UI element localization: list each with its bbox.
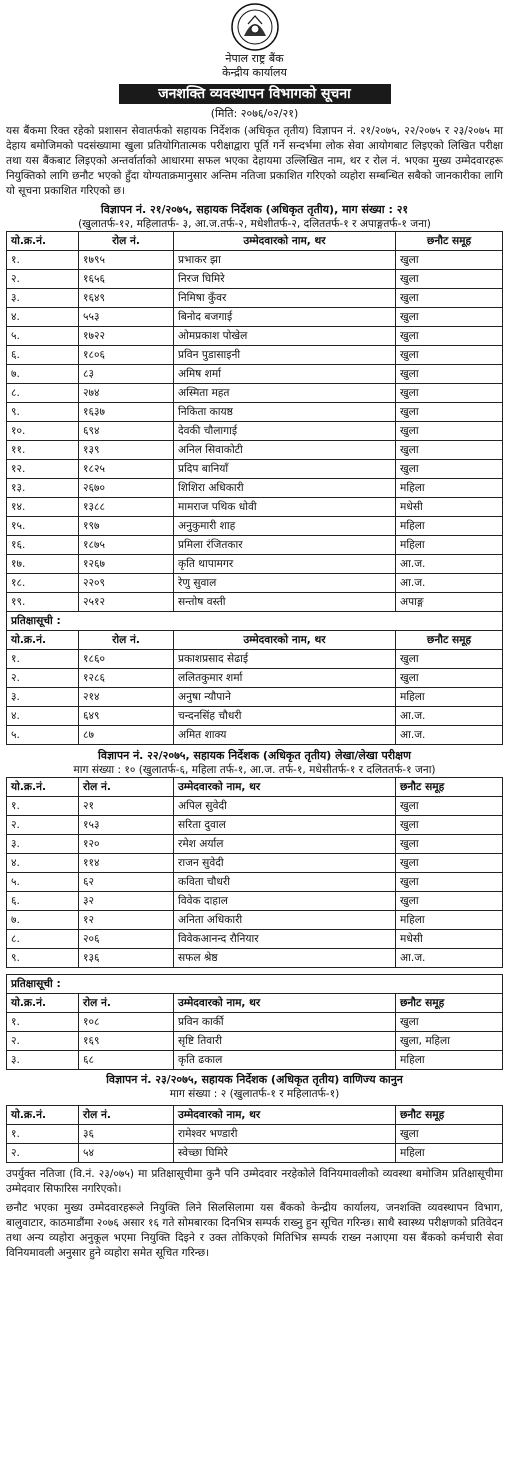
cell-name: सन्तोष वस्ती [174,593,396,612]
cell-name: अपिल सुवेदी [174,797,396,816]
table-row [7,835,503,854]
ad21-rows [7,251,503,612]
ad23-table [6,1105,503,1163]
table-row [7,460,503,479]
cell-sn: ४. [7,308,79,327]
cell-group: अपाङ्ग [396,593,503,612]
notice [6,0,503,1261]
ad22-heading: विज्ञापन नं. २२/२०७५, सहायक निर्देशक (अधिकृत तृतीय) लेखा/लेखा परीक्षण [98,749,411,762]
cell-group: खुला [396,854,503,873]
col-group: छनौट समूह [396,1106,503,1125]
ad21-subheading: (खुलातर्फ-१२, महिलातर्फ- ३, आ.ज.तर्फ-२, मधेशीतर्फ-२, दलिततर्फ-१ र अपाङ्गतर्फ-१ जना) [78,218,431,230]
cell-roll: १२८६ [79,669,174,688]
col-group: छनौट समूह [396,778,503,797]
cell-sn: ३. [7,1051,79,1070]
cell-name: प्रकाशप्रसाद सेढाई [174,650,396,669]
notice-date: (मिति: २०७६/०२/२१) [210,107,299,120]
cell-group: खुला [396,835,503,854]
cell-group: महिला [396,911,503,930]
table-header-row [7,631,503,650]
cell-name: मामराज पथिक धोवी [174,498,396,517]
ad22-rows [7,797,503,968]
cell-roll: ६८ [79,1051,174,1070]
col-sn: यो.क्र.नं. [7,994,79,1013]
cell-sn: ३. [7,289,79,308]
cell-sn: १. [7,1013,79,1032]
cell-sn: १८. [7,574,79,593]
table-row [7,1051,503,1070]
cell-roll: २६७० [79,479,174,498]
cell-name: रमेश अर्याल [174,835,396,854]
ad22-waitlist-rows [7,1013,503,1070]
cell-sn: १. [7,251,79,270]
cell-sn: १२. [7,460,79,479]
table-row [7,726,503,745]
cell-sn: १. [7,650,79,669]
waitlist-label-row [7,612,503,631]
cell-roll: १८६० [79,650,174,669]
notice-title: जनशक्ति व्यवस्थापन विभागको सूचना [119,84,391,104]
cell-group: आ.ज. [396,726,503,745]
cell-name: निरज घिमिरे [174,270,396,289]
cell-sn: १६. [7,536,79,555]
cell-roll: ६२ [79,873,174,892]
cell-name: अनिल सिवाकोटी [174,441,396,460]
table-row [7,911,503,930]
cell-name: कृति ढकाल [174,1051,396,1070]
cell-sn: ३. [7,688,79,707]
cell-group: महिला [396,536,503,555]
table-row [7,346,503,365]
cell-roll: १२ [79,911,174,930]
cell-name: अमित शाक्य [174,726,396,745]
cell-name: सृष्टि तिवारी [174,1032,396,1051]
table-row [7,650,503,669]
col-group: छनौट समूह [396,631,503,650]
bank-seal-logo [230,2,280,52]
table-row [7,574,503,593]
cell-group: खुला [396,270,503,289]
table-row [7,270,503,289]
col-roll: रोल नं. [79,631,174,650]
cell-name: विवेक दाहाल [174,892,396,911]
cell-name: प्रविन कार्की [174,1013,396,1032]
ad21-table [6,231,503,745]
col-roll: रोल नं. [79,778,174,797]
cell-name: प्रभाकर झा [174,251,396,270]
cell-sn: १. [7,1125,79,1144]
col-name: उम्मेदवारको नाम, थर [174,232,396,251]
table-row [7,873,503,892]
cell-roll: १२६७ [79,555,174,574]
cell-roll: ५५३ [79,308,174,327]
footer-note-1: उपर्युक्त नतिजा (वि.नं. २३/०७५) मा प्रतिक्षासूचीमा कुनै पनि उम्मेदवार नरहेकोले विनियमावलीको व्यवस्था बमोजिम प्रतिक्षासूचीमा उम्मेदवार सिफारिस नगरिएको। [6,1168,503,1195]
cell-group: खुला [396,403,503,422]
cell-sn: १. [7,797,79,816]
waitlist-label: प्रतिक्षासूची : [7,975,503,994]
cell-group: मधेसी [396,930,503,949]
table-row [7,441,503,460]
cell-roll: ६४९ [79,707,174,726]
cell-roll: ११४ [79,854,174,873]
cell-roll: १३८८ [79,498,174,517]
cell-roll: १९७ [79,517,174,536]
table-row [7,949,503,968]
ad23-heading: विज्ञापन नं. २३/२०७५, सहायक निर्देशक (अधिकृत तृतीय) वाणिज्य कानुन [106,1073,403,1086]
cell-roll: २०६ [79,930,174,949]
table-row [7,854,503,873]
table-row [7,669,503,688]
table-row [7,479,503,498]
cell-name: प्रविन पुडासाइनी [174,346,396,365]
waitlist-label: प्रतिक्षासूची : [7,612,503,631]
cell-group: खुला [396,327,503,346]
cell-sn: २. [7,816,79,835]
cell-group: आ.ज. [396,949,503,968]
table-row [7,1032,503,1051]
table-row [7,1125,503,1144]
cell-group: खुला [396,308,503,327]
cell-sn: ३. [7,835,79,854]
table-row [7,555,503,574]
cell-name: कविता चौधरी [174,873,396,892]
table-row [7,1013,503,1032]
cell-roll: २२०९ [79,574,174,593]
cell-roll: २१ [79,797,174,816]
office-name: केन्द्रीय कार्यालय [222,66,287,79]
cell-group: खुला [396,384,503,403]
cell-group: खुला [396,892,503,911]
table-row [7,289,503,308]
cell-group: खुला [396,797,503,816]
cell-sn: ४. [7,854,79,873]
cell-sn: ९. [7,949,79,968]
cell-roll: १३९ [79,441,174,460]
col-sn: यो.क्र.नं. [7,232,79,251]
cell-sn: ५. [7,327,79,346]
cell-group: खुला [396,669,503,688]
cell-roll: १६३७ [79,403,174,422]
cell-roll: ५४ [79,1144,174,1163]
cell-name: अनिता अधिकारी [174,911,396,930]
cell-roll: १७९५ [79,251,174,270]
cell-name: शिशिरा अधिकारी [174,479,396,498]
ad22-subheading: माग संख्या : १० (खुलातर्फ-६, महिला तर्फ-१, आ.ज. तर्फ-१, मधेसीतर्फ-१ र दलिततर्फ-१ जना) [73,764,436,776]
cell-group: महिला [396,1051,503,1070]
cell-name: देवकी चौलागाई [174,422,396,441]
table-row [7,365,503,384]
col-name: उम्मेदवारको नाम, थर [174,1106,396,1125]
table-row [7,422,503,441]
cell-name: ललितकुमार शर्मा [174,669,396,688]
cell-sn: ८. [7,384,79,403]
table-header-row [7,994,503,1013]
table-row [7,308,503,327]
table-header-row [7,778,503,797]
cell-name: सफल श्रेष्ठ [174,949,396,968]
ad21-waitlist-rows [7,650,503,745]
cell-sn: १३. [7,479,79,498]
ad23-subheading: माग संख्या : २ (खुलातर्फ-१ र महिलातर्फ-१) [169,1088,340,1100]
cell-group: खुला [396,816,503,835]
cell-group: महिला [396,1144,503,1163]
ad22-table [6,777,503,968]
cell-roll: १०८ [79,1013,174,1032]
col-name: उम्मेदवारको नाम, थर [174,631,396,650]
cell-group: आ.ज. [396,555,503,574]
cell-roll: ८३ [79,365,174,384]
cell-name: अस्मिता महत [174,384,396,403]
waitlist-label-row [7,975,503,994]
cell-group: महिला [396,479,503,498]
cell-name: प्रदिप बानियाँ [174,460,396,479]
cell-name: प्रमिला रंजितकार [174,536,396,555]
cell-sn: २. [7,1144,79,1163]
table-row [7,892,503,911]
cell-name: कृति थापामगर [174,555,396,574]
cell-name: सरिता दुवाल [174,816,396,835]
table-row [7,688,503,707]
cell-sn: ९. [7,403,79,422]
cell-sn: १०. [7,422,79,441]
cell-name: रामेश्वर भण्डारी [174,1125,396,1144]
cell-name: रेणु सुवाल [174,574,396,593]
cell-roll: १५३ [79,816,174,835]
cell-sn: १४. [7,498,79,517]
cell-sn: ४. [7,707,79,726]
cell-sn: ७. [7,365,79,384]
ad23-rows [7,1125,503,1163]
cell-name: निमिषा कुँवर [174,289,396,308]
table-row [7,517,503,536]
cell-name: विवेकआनन्द रौनियार [174,930,396,949]
cell-roll: १६५६ [79,270,174,289]
cell-group: खुला, महिला [396,1032,503,1051]
table-row [7,930,503,949]
cell-roll: १२० [79,835,174,854]
cell-roll: २७४ [79,384,174,403]
cell-group: आ.ज. [396,707,503,726]
cell-sn: ५. [7,726,79,745]
table-row [7,498,503,517]
ad21-heading: विज्ञापन नं. २१/२०७५, सहायक निर्देशक (अधिकृत तृतीय), माग संख्या : २१ [100,203,409,216]
cell-sn: ६. [7,346,79,365]
cell-group: मधेसी [396,498,503,517]
cell-name: राजन सुवेदी [174,854,396,873]
col-roll: रोल नं. [79,232,174,251]
cell-name: निकिता कायष्ठ [174,403,396,422]
cell-sn: ५. [7,873,79,892]
cell-group: खुला [396,422,503,441]
col-group: छनौट समूह [396,994,503,1013]
cell-roll: १८०६ [79,346,174,365]
cell-name: अनुकुमारी शाह [174,517,396,536]
cell-sn: २. [7,270,79,289]
table-row [7,1144,503,1163]
cell-roll: १७२२ [79,327,174,346]
cell-name: ओमप्रकाश पोखेल [174,327,396,346]
cell-group: खुला [396,346,503,365]
cell-group: खुला [396,1125,503,1144]
cell-name: अनुषा न्यौपाने [174,688,396,707]
col-name: उम्मेदवारको नाम, थर [174,994,396,1013]
cell-roll: १६९ [79,1032,174,1051]
intro-paragraph: यस बैंकमा रिक्त रहेको प्रशासन सेवातर्फको सहायक निर्देशक (अधिकृत तृतीय) विज्ञापन नं. २१/२०७५, २२/२०७५ र २३/२०७५ मा देहाय बमोजिमको पदसंख्यामा खुला प्रतियोगितात्मक परीक्षाद्वारा पूर्ति गर्ने सन्दर्भमा लोक सेवा आयोगबाट लिइएको लिखित परीक्षा तथा यस बैंकबाट लिइएको अन्तर्वार्ताको आधारमा सफल भएका देहायमा उल्लिखित नाम, थर र रोल नं. भएका मुख्य उम्मेदवारहरू नियुक्तिको लागि छनौट भएको हुँदा योग्यताक्रमानुसार अन्तिम नतिजा प्रकाशित गरिएको व्यहोरा सम्बन्धित सबैको जानकारीका लागि यो सूचना प्रकाशित गरिएको छ। [6,125,503,197]
table-row [7,251,503,270]
cell-roll: १३६ [79,949,174,968]
cell-sn: ७. [7,911,79,930]
col-sn: यो.क्र.नं. [7,1106,79,1125]
cell-group: महिला [396,517,503,536]
bank-name: नेपाल राष्ट्र बैंक [225,52,284,65]
cell-sn: १७. [7,555,79,574]
cell-group: खुला [396,1013,503,1032]
cell-name: चन्दनसिंह चौधरी [174,707,396,726]
col-roll: रोल नं. [79,994,174,1013]
col-roll: रोल नं. [79,1106,174,1125]
col-sn: यो.क्र.नं. [7,631,79,650]
cell-roll: १६४९ [79,289,174,308]
cell-sn: ६. [7,892,79,911]
cell-name: अमिष शर्मा [174,365,396,384]
cell-group: महिला [396,688,503,707]
table-row [7,593,503,612]
col-name: उम्मेदवारको नाम, थर [174,778,396,797]
cell-sn: ८. [7,930,79,949]
cell-group: खुला [396,873,503,892]
table-row [7,536,503,555]
footer-note-2: छनौट भएका मुख्य उम्मेदवारहरूले नियुक्ति लिने सिलसिलामा यस बैंकको केन्द्रीय कार्यालय, जनशक्ति व्यवस्थापन विभाग, बालुवाटार, काठमाडौंमा २०७६ असार १६ गते सोमबारका दिनभित्र सम्पर्क राख्नु हुन सूचित गरिन्छ। साथै स्वास्थ्य परीक्षणको प्रतिवेदन तथा अन्य व्यहोरा अनुकूल भएमा नियुक्ति दिइने र उक्त तोकिएको मितिभित्र सम्पर्क राख्न नआएमा यस बैंकको कर्मचारी सेवा विनियमावली अनुसार हुने व्यहोरा समेत सूचित गरिन्छ। [6,1202,503,1259]
col-sn: यो.क्र.नं. [7,778,79,797]
cell-group: खुला [396,289,503,308]
cell-roll: ८७ [79,726,174,745]
cell-group: खुला [396,251,503,270]
table-row [7,707,503,726]
table-header-row [7,1106,503,1125]
cell-sn: २. [7,1032,79,1051]
cell-group: खुला [396,365,503,384]
cell-roll: ६९४ [79,422,174,441]
cell-roll: ३२ [79,892,174,911]
cell-group: खुला [396,650,503,669]
cell-sn: २. [7,669,79,688]
cell-sn: १५. [7,517,79,536]
table-row [7,327,503,346]
cell-name: स्वेच्छा घिमिरे [174,1144,396,1163]
ad22-waitlist-table [6,974,503,1070]
cell-name: बिनोद बजगाई [174,308,396,327]
cell-roll: २५१२ [79,593,174,612]
cell-roll: १८२५ [79,460,174,479]
cell-sn: ११. [7,441,79,460]
cell-sn: १९. [7,593,79,612]
table-row [7,797,503,816]
table-header-row [7,232,503,251]
table-row [7,816,503,835]
col-group: छनौट समूह [396,232,503,251]
cell-group: खुला [396,441,503,460]
cell-roll: २१४ [79,688,174,707]
table-row [7,384,503,403]
cell-roll: १८७५ [79,536,174,555]
cell-roll: ३६ [79,1125,174,1144]
cell-group: खुला [396,460,503,479]
cell-group: आ.ज. [396,574,503,593]
table-row [7,403,503,422]
